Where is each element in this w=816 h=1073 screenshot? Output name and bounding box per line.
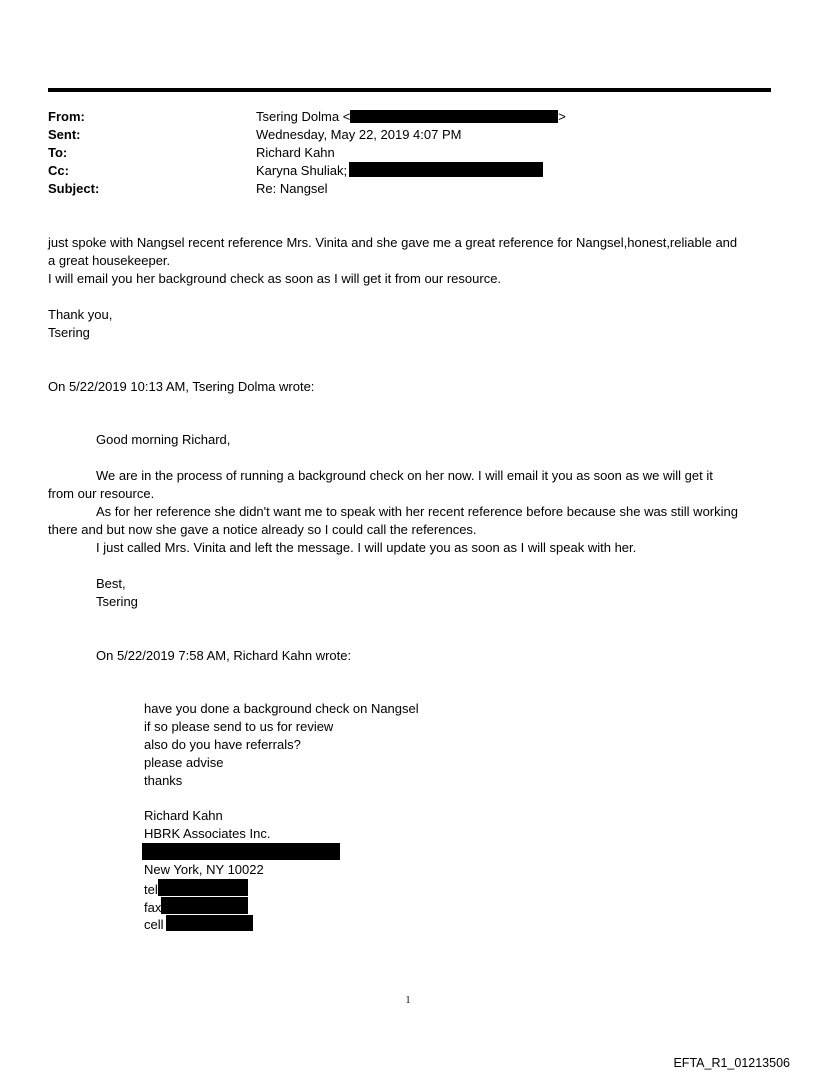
reply-line: I will email you her background check as soon as I will get it from our resource. [48,271,502,286]
reply-line: just spoke with Nangsel recent reference Mrs. Vinita and she gave me a great reference for Nangsel,honest,reliable and [48,235,738,250]
fax-label: fax [144,900,162,915]
to-value: Richard Kahn [256,145,335,160]
quote-intro: On 5/22/2019 7:58 AM, Richard Kahn wrote: [96,648,352,663]
quote-line: thanks [144,773,183,788]
page-number: 1 [405,995,411,1006]
redaction-block [349,162,543,177]
quote-line: if so please send to us for review [144,719,334,734]
subject-value: Re: Nangsel [256,181,328,196]
cell-label: cell [144,917,164,932]
quote-closing: Best, [96,576,126,591]
redaction-block [161,897,248,914]
sent-value: Wednesday, May 22, 2019 4:07 PM [256,127,462,142]
subject-label: Subject: [48,181,100,196]
document-id: EFTA_R1_01213506 [673,1056,790,1070]
cc-value [256,162,543,180]
to-label: To: [48,145,68,160]
tel-label: tel [144,882,158,897]
signature-city: New York, NY 10022 [144,862,264,877]
signature-fax [144,897,248,917]
quote-line: from our resource. [48,486,155,501]
reply-line: a great housekeeper. [48,253,171,268]
quote-line: also do you have referrals? [144,737,301,752]
quote-signature: Tsering [96,594,138,609]
signature-company: HBRK Associates Inc. [144,826,271,841]
quote-line: have you done a background check on Nangsel [144,701,419,716]
quote-line: there and but now she gave a notice already so I could call the references. [48,522,477,537]
reply-signature: Tsering [48,325,90,340]
from-name: Tsering Dolma < [256,109,351,124]
sent-label: Sent: [48,127,81,142]
quote-intro: On 5/22/2019 10:13 AM, Tsering Dolma wrote: [48,379,315,394]
from-close: > [558,109,566,124]
signature-name: Richard Kahn [144,808,223,823]
redaction-block [142,843,340,860]
cc-label: Cc: [48,163,69,178]
redaction-block [158,879,248,896]
reply-thanks: Thank you, [48,307,113,322]
header-divider [48,88,771,92]
quote-greeting: Good morning Richard, [96,432,231,447]
from-label: From: [48,109,85,124]
quote-line: We are in the process of running a background check on her now. I will email it you as soon as we will get it [96,468,713,483]
cc-name: Karyna Shuliak; [256,163,348,178]
quote-line: As for her reference she didn't want me to speak with her recent reference before because she was still working [96,504,738,519]
redaction-block [166,915,253,931]
quote-line: I just called Mrs. Vinita and left the message. I will update you as soon as I will speak with her. [96,540,637,555]
redaction-block [350,110,558,123]
signature-tel [144,879,248,899]
quote-line: please advise [144,755,224,770]
from-value [256,108,566,126]
signature-cell [144,915,253,934]
